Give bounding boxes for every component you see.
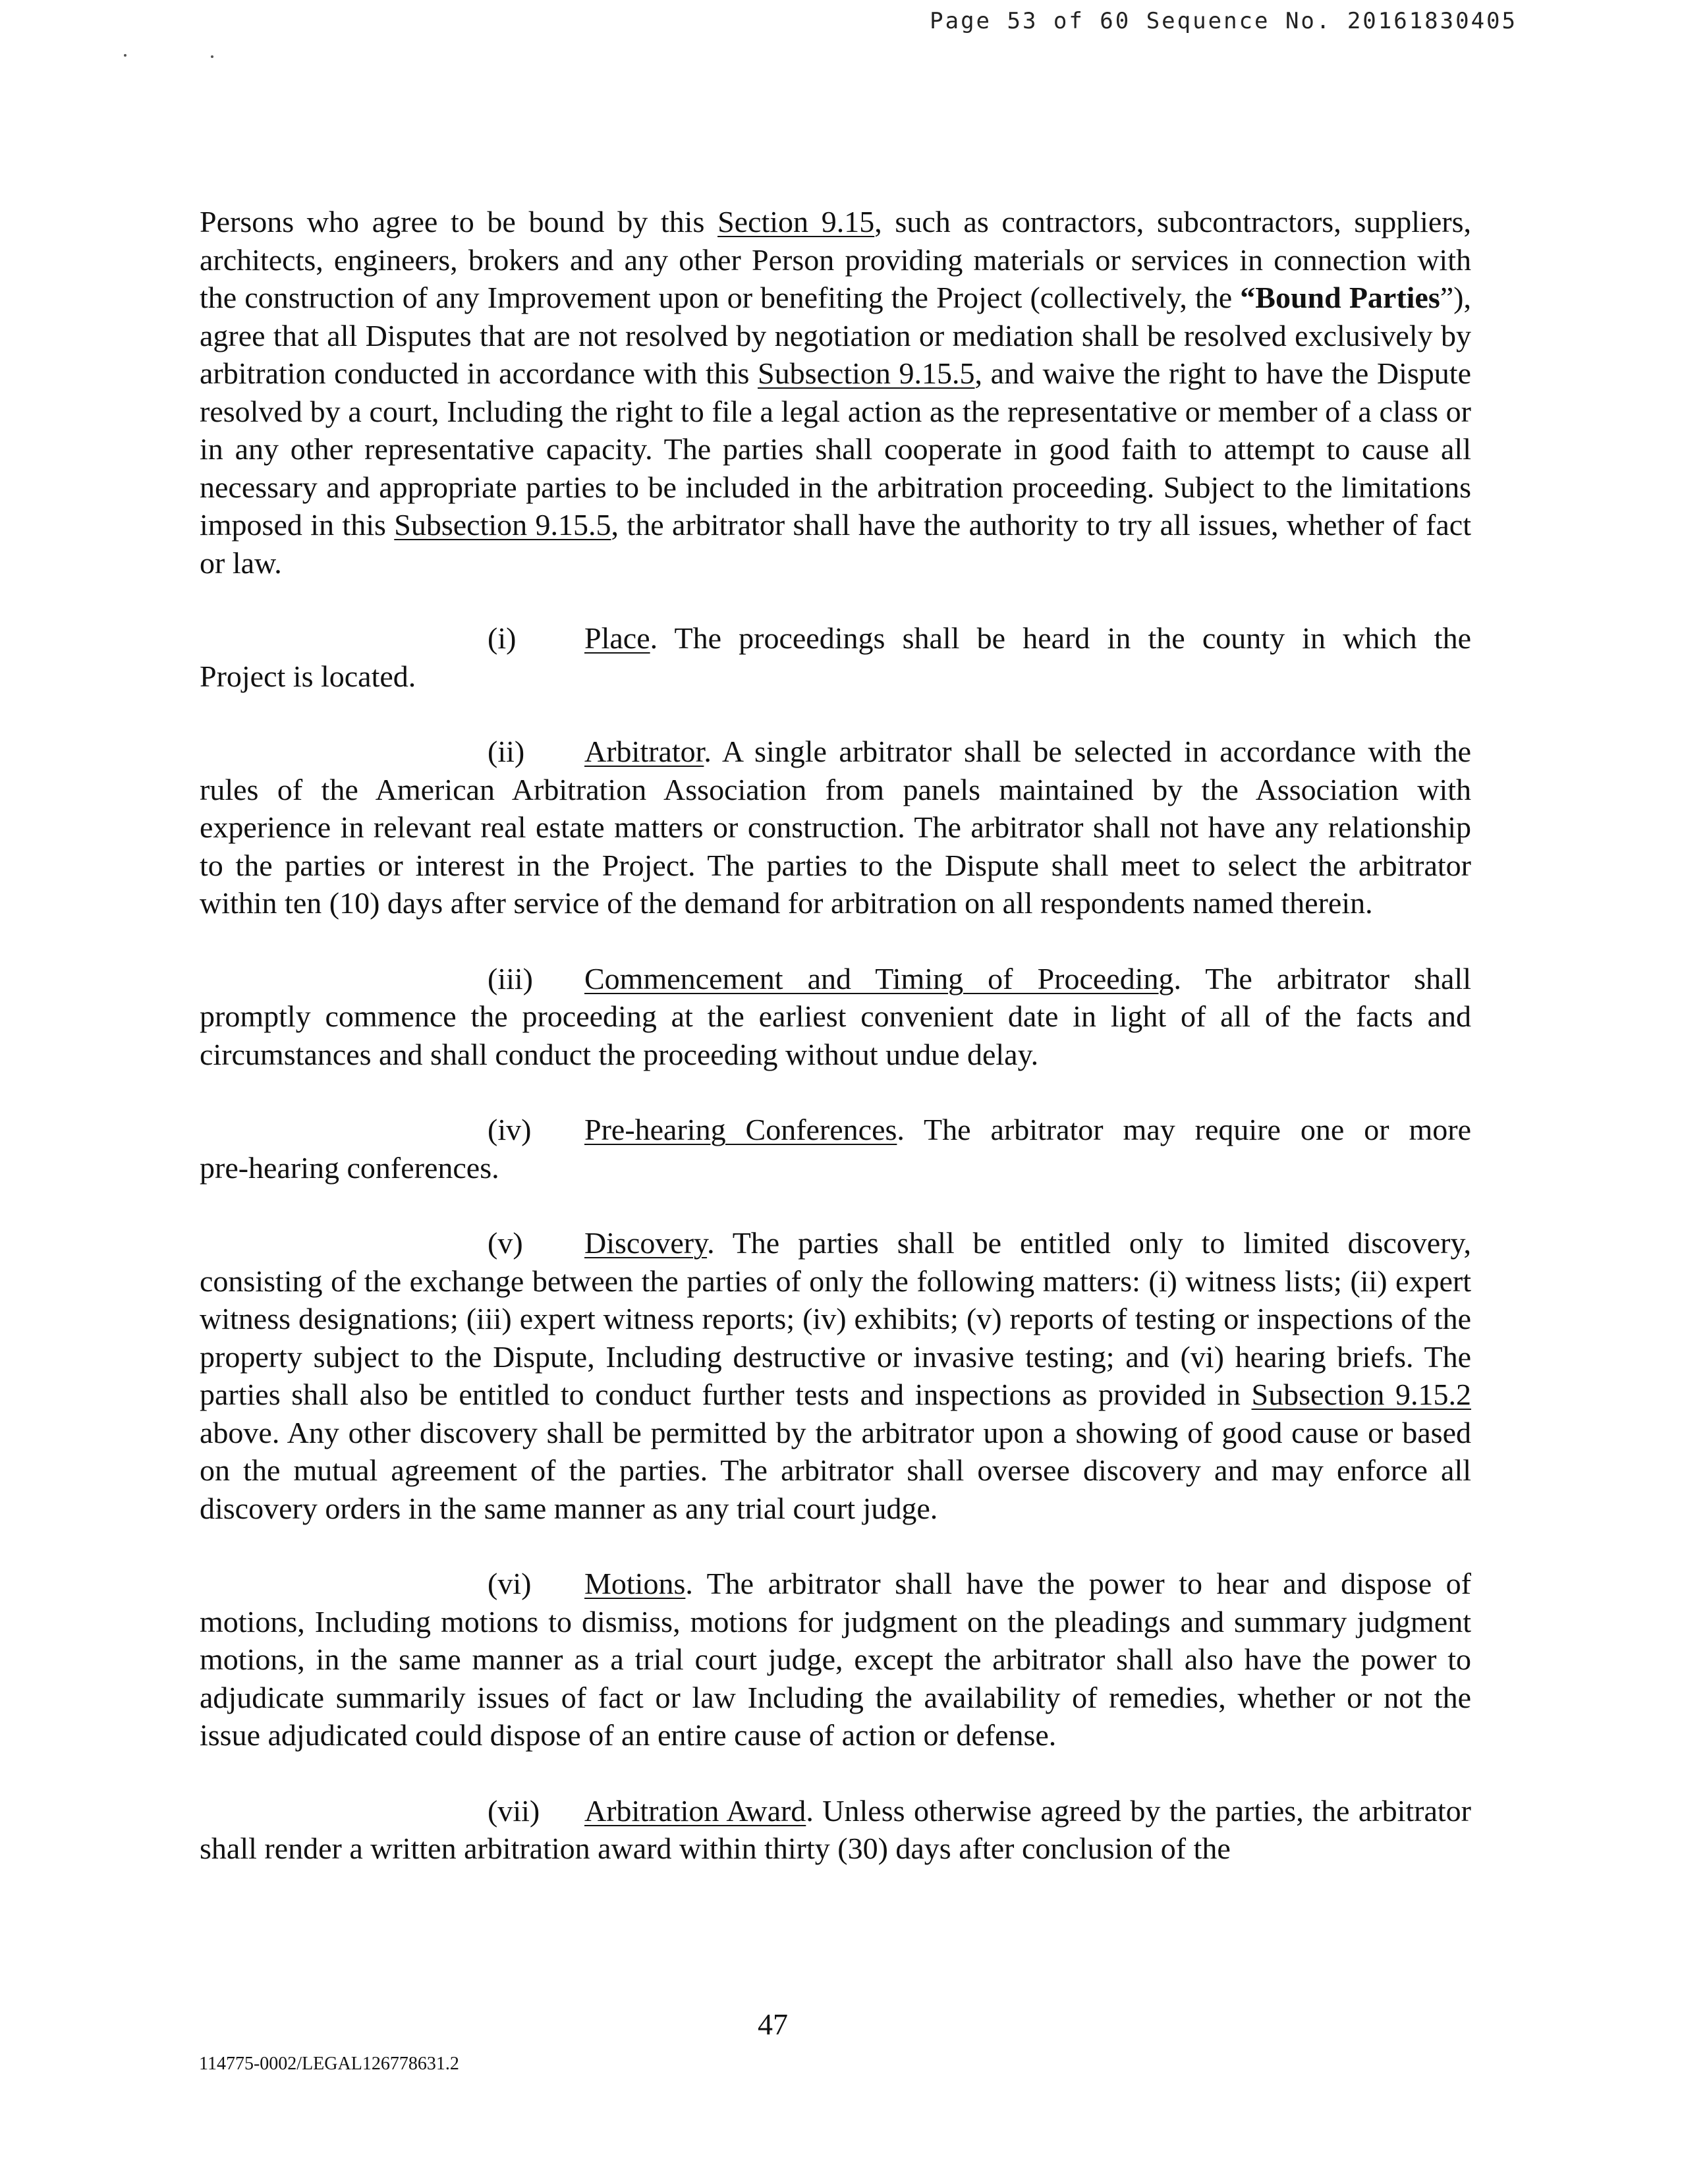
intro-paragraph: Persons who agree to be bound by this Section 9.15, such as contractors, subcontractors, suppliers, architects, engineers, brokers and any other Person providing materials or services in connection with the construction of any Improvement upon or benefiting the Project (collectively, the “Bound Parties”), agree that all Disputes that are not resolved by negotiation or mediation shall be resolved exclusively by arbitration conducted in accordance with this Subsection 9.15.5, and waive the right to have the Dispute resolved by a court, Including the right to file a legal action as the representative or member of a class or in any other representative capacity. The parties shall cooperate in good faith to attempt to cause all necessary and appropriate parties to be included in the arbitration proceeding. Subject to the limitations imposed in this Subsection 9.15.5, the arbitrator shall have the authority to try all issues, whether of fact or law. (200, 205, 1471, 580)
document-body (200, 203, 1471, 1868)
clause-place: (i) Place. The proceedings shall be heard in the county in which the Project is located. (200, 619, 1471, 695)
clause-title: Pre-hearing Conferences (584, 1113, 897, 1146)
scan-speck (211, 55, 213, 58)
clause-motions: (vi) Motions. The arbitrator shall have the power to hear and dispose of motions, Including motions to dismiss, motions for judgment on the pleadings and summary judgment motions, in the same manner as a trial court judge, except the arbitrator shall also have the power to adjudicate summarily issues of fact or law Including the availability of remedies, whether or not the issue adjudicated could dispose of an entire cause of action or defense. (200, 1565, 1471, 1754)
clause-number: (vi) (488, 1567, 532, 1600)
page-sequence-stamp: Page 53 of 60 Sequence No. 20161830405 (930, 8, 1517, 34)
clause-continuation: pre-hearing conferences. (200, 1150, 499, 1185)
page-number: 47 (758, 2007, 788, 2041)
clause-number: (v) (488, 1226, 523, 1260)
clause-title: Discovery (584, 1226, 708, 1260)
clause-prehearing: (iv) Pre-hearing Conferences. The arbitrator may require one or more pre-hearing conferences. (200, 1111, 1471, 1187)
clause-number: (i) (488, 621, 517, 655)
clause-title: Commencement and Timing of Proceeding (584, 961, 1174, 995)
clause-continuation: Project is located. (200, 659, 416, 693)
clause-arbitration-award: (vii) Arbitration Award. Unless otherwise agreed by the parties, the arbitrator shall render a written arbitration award within thirty (30) days after conclusion of the (200, 1792, 1471, 1868)
scan-speck (124, 54, 126, 57)
clause-title: Arbitrator (584, 735, 704, 768)
clause-number: (iii) (488, 961, 533, 995)
clause-number: (vii) (488, 1793, 540, 1828)
clause-title: Motions (584, 1567, 686, 1600)
section-reference: Subsection 9.15.5 (758, 356, 975, 390)
clause-title: Arbitration Award (584, 1793, 806, 1828)
document-id: 114775-0002/LEGAL126778631.2 (199, 2054, 459, 2074)
section-reference: Section 9.15 (717, 205, 875, 238)
clause-arbitrator: (ii) Arbitrator. A single arbitrator shall be selected in accordance with the rules of the American Arbitration Association from panels maintained by the Association with experience in relevant real estate matters or construction. The arbitrator shall not have any relationship to the parties or interest in the Project. The parties to the Dispute shall meet to select the arbitrator within ten (10) days after service of the demand for arbitration on all respondents named therein. (200, 733, 1471, 922)
clause-title: Place (584, 621, 650, 655)
clause-commencement: (iii) Commencement and Timing of Proceeding. The arbitrator shall promptly commence the proceeding at the earliest convenient date in light of all of the facts and circumstances and shall conduct the proceeding without undue delay. (200, 960, 1471, 1074)
defined-term: “Bound Parties (1240, 281, 1440, 314)
clause-number: (iv) (488, 1113, 532, 1146)
clause-number: (ii) (488, 735, 525, 768)
section-reference: Subsection 9.15.2 (1251, 1378, 1471, 1411)
section-reference: Subsection 9.15.5 (394, 508, 611, 542)
clause-discovery: (v) Discovery. The parties shall be entitled only to limited discovery, consisting of the exchange between the parties of only the following matters: (i) witness lists; (ii) expert witness designations; (iii) expert witness reports; (iv) exhibits; (v) reports of testing or inspections of the property subject to the Dispute, Including destructive or invasive testing; and (vi) hearing briefs. The parties shall also be entitled to conduct further tests and inspections as provided in Subsection 9.15.2 above. Any other discovery shall be permitted by the arbitrator upon a showing of good cause or based on the mutual agreement of the parties. The arbitrator shall oversee discovery and may enforce all discovery orders in the same manner as any trial court judge. (200, 1224, 1471, 1527)
